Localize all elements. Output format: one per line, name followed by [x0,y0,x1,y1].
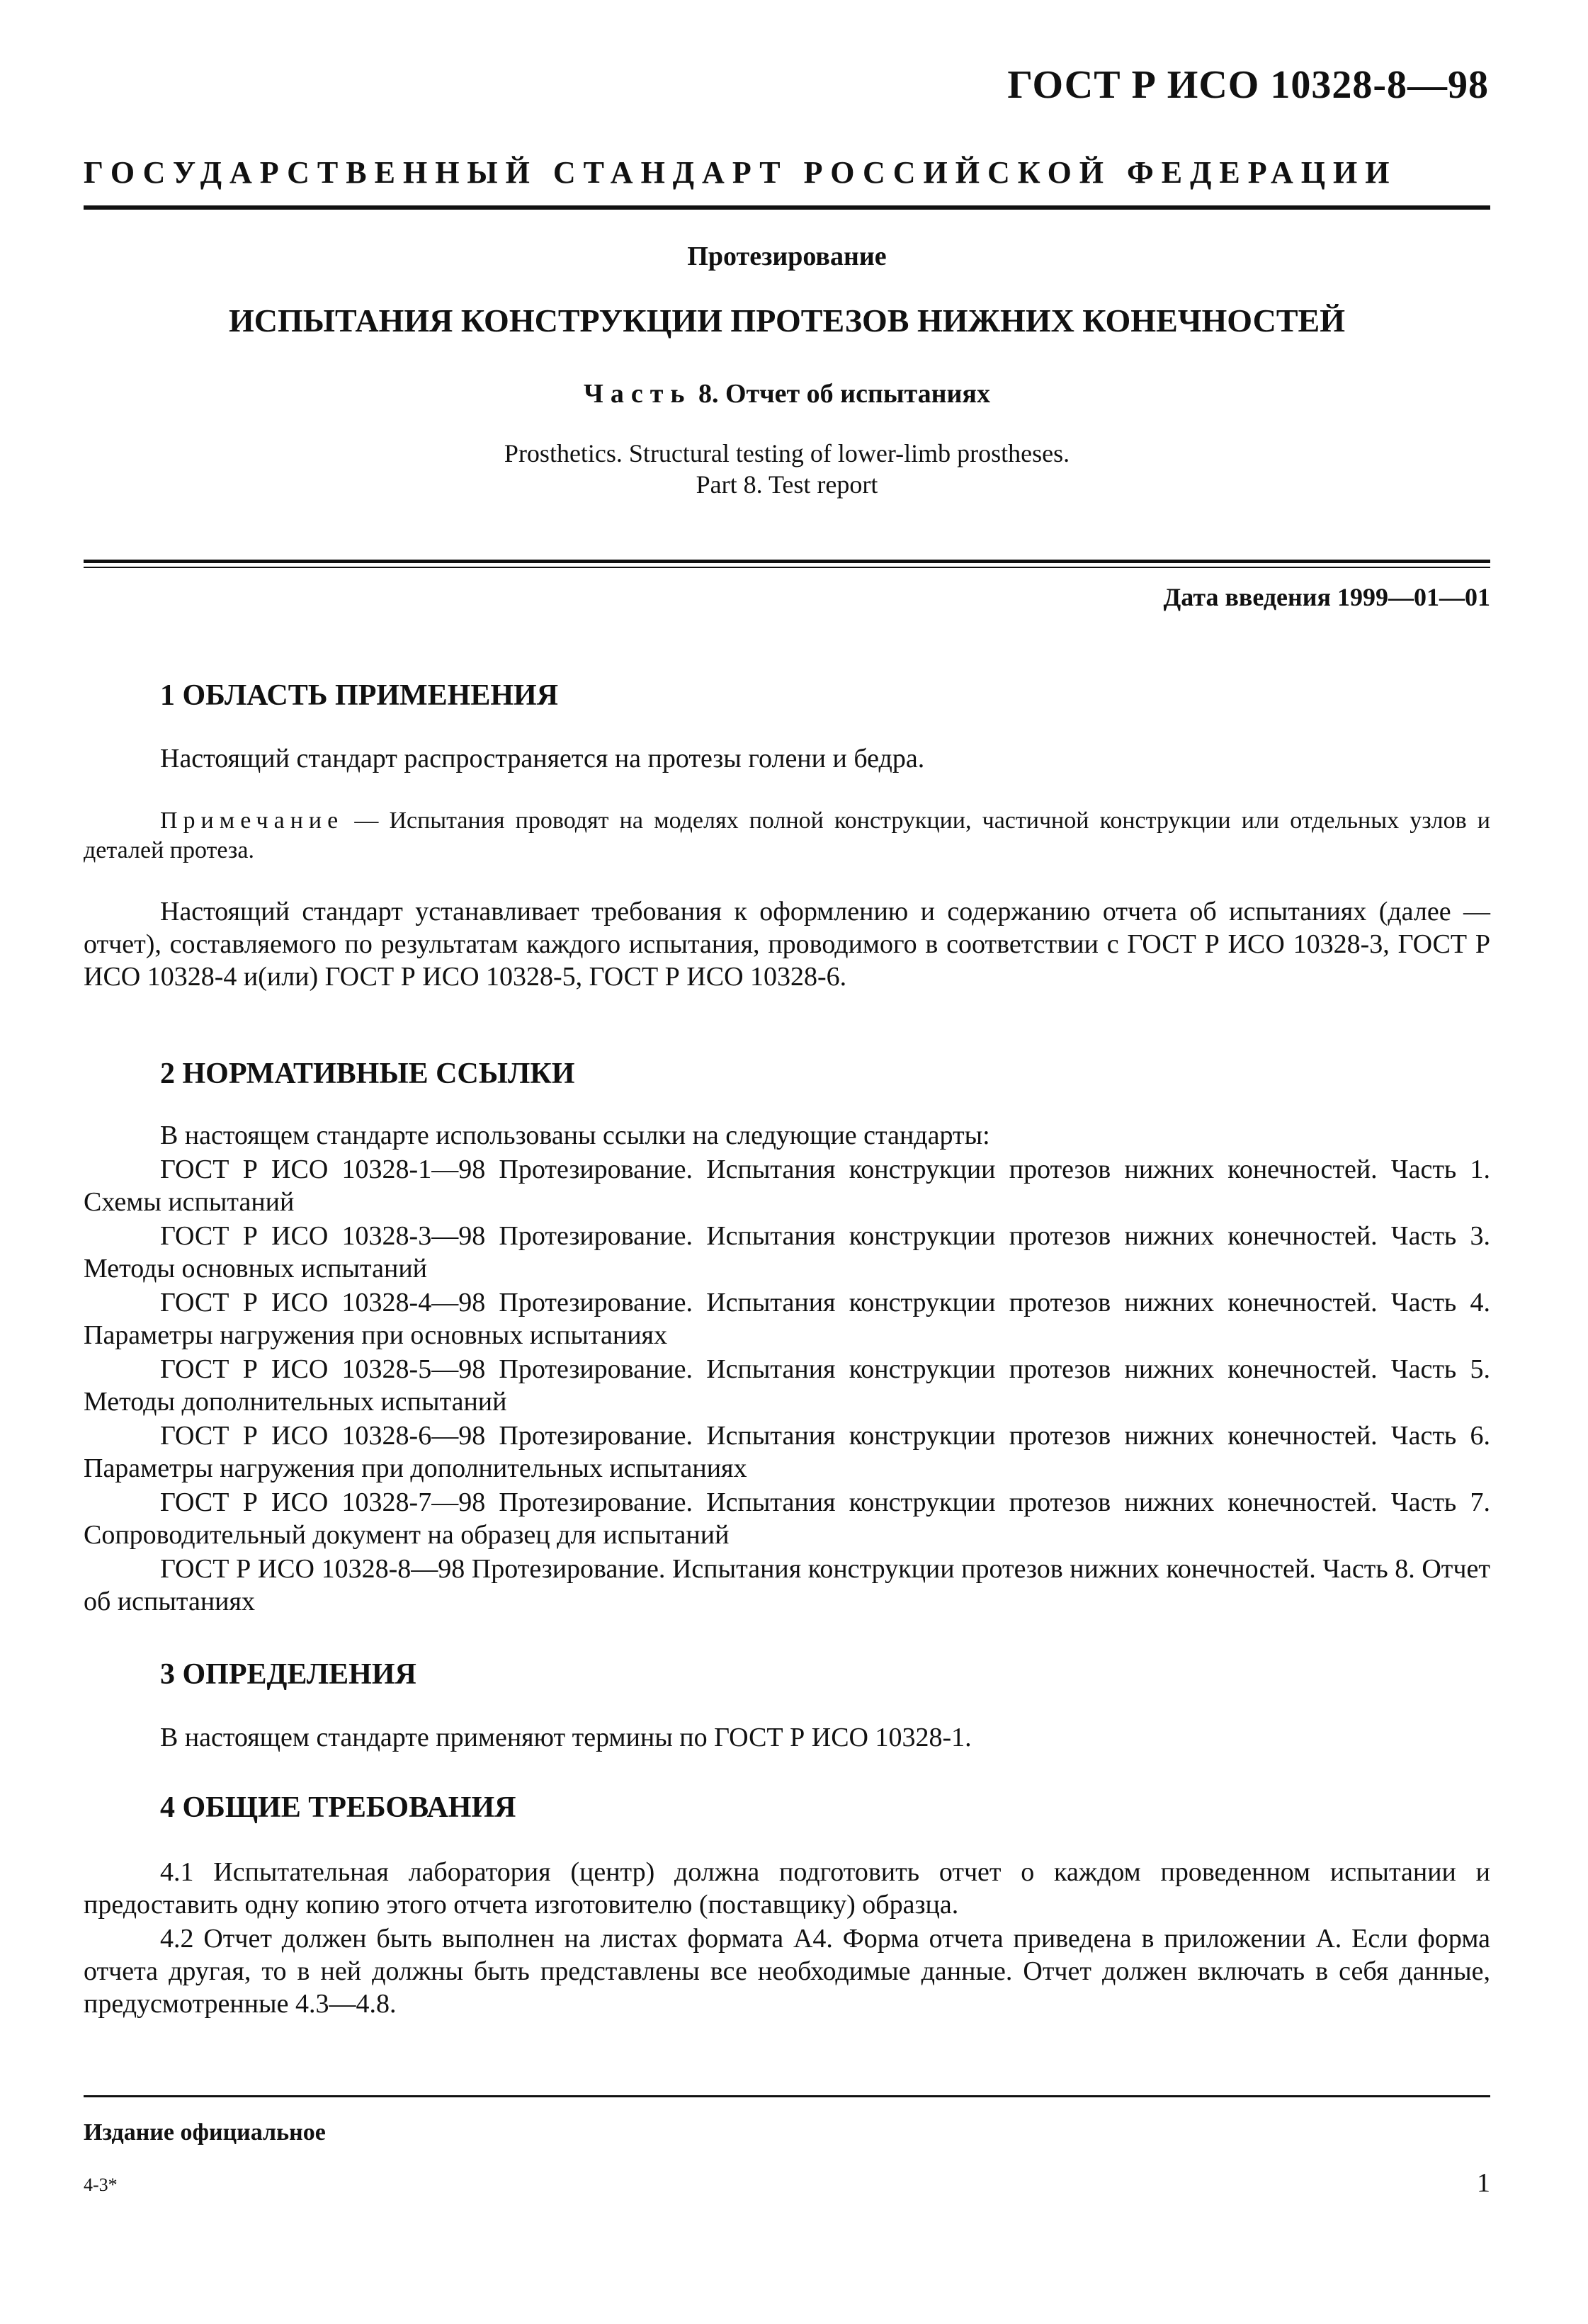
normative-reference: ГОСТ Р ИСО 10328-1—98 Протезирование. Испытания конструкции протезов нижних конечностей. Часть 1. Схемы испытаний [84,1155,1490,1217]
section-1-note [84,806,1490,866]
title-english-line1: Prosthetics. Structural testing of lower-limb prostheses. [504,439,1070,467]
title-main: ИСПЫТАНИЯ КОНСТРУКЦИИ ПРОТЕЗОВ НИЖНИХ КОНЕЧНОСТЕЙ [229,302,1345,339]
title-rule-thick [84,560,1490,563]
print-code: 4-3* [84,2175,118,2195]
title-english-line2: Part 8. Test report [696,470,878,499]
title-part [84,378,1490,409]
title-rule-thin [84,567,1490,568]
title-english [84,438,1490,500]
normative-reference: ГОСТ Р ИСО 10328-8—98 Протезирование. Испытания конструкции протезов нижних конечностей. Часть 8. Отчет об испытаниях [84,1554,1490,1616]
section-2-intro: В настоящем стандарте использованы ссылки на следующие стандарты: [160,1121,990,1150]
section-4-paragraph-1: 4.1 Испытательная лаборатория (центр) должна подготовить отчет о каждом проведенном испытании и предоставить одну копию этого отчета изготовителю (поставщику) образца. [84,1857,1490,1920]
section-2-heading: 2 НОРМАТИВНЫЕ ССЫЛКИ [160,1058,575,1090]
header-rule [84,205,1490,210]
title-pre: Протезирование [687,242,887,271]
title-part-word: Часть [583,379,692,409]
page-number: 1 [1477,2168,1490,2198]
note-label: Примечание [160,807,344,834]
section-3-heading: 3 ОПРЕДЕЛЕНИЯ [160,1658,416,1691]
note-text: — Испытания проводят на моделях полной конструкции, частичной конструкции или отдельных узлов и деталей протеза. [84,807,1490,863]
section-1-heading: 1 ОБЛАСТЬ ПРИМЕНЕНИЯ [160,679,559,712]
title-part-rest: 8. Отчет об испытаниях [698,379,990,409]
gost-code: ГОСТ Р ИСО 10328-8—98 [1007,63,1489,107]
section-4-heading: 4 ОБЩИЕ ТРЕБОВАНИЯ [160,1791,516,1824]
normative-reference: ГОСТ Р ИСО 10328-5—98 Протезирование. Испытания конструкции протезов нижних конечностей. Часть 5. Методы дополнительных испытаний [84,1354,1490,1417]
section-1-paragraph-1: Настоящий стандарт распространяется на протезы голени и бедра. [160,744,925,773]
section-1-paragraph-2: Настоящий стандарт устанавливает требования к оформлению и содержанию отчета об испытаниях (далее — отчет), составляемого по результатам каждого испытания, проводимого в соответствии с ГОСТ Р ИСО 10328-3, ГОСТ Р ИСО 10328-4 и(или) ГОСТ Р ИСО 10328-5, ГОСТ Р ИСО 10328-6. [84,897,1490,992]
edition-label: Издание официальное [84,2119,326,2146]
normative-reference: ГОСТ Р ИСО 10328-7—98 Протезирование. Испытания конструкции протезов нижних конечностей. Часть 7. Сопроводительный документ на образец для испытаний [84,1487,1490,1550]
section-4-paragraph-2: 4.2 Отчет должен быть выполнен на листах формата А4. Форма отчета приведена в приложении А. Если форма отчета другая, то в ней должны быть представлены все необходимые данные. Отчет должен включать в себя данные, предусмотренные 4.3—4.8. [84,1924,1490,2019]
footer-rule [84,2095,1490,2097]
normative-reference: ГОСТ Р ИСО 10328-6—98 Протезирование. Испытания конструкции протезов нижних конечностей. Часть 6. Параметры нагружения при дополнительных испытаниях [84,1421,1490,1483]
normative-reference: ГОСТ Р ИСО 10328-4—98 Протезирование. Испытания конструкции протезов нижних конечностей. Часть 4. Параметры нагружения при основных испытаниях [84,1288,1490,1350]
state-standard-title: ГОСУДАРСТВЕННЫЙ СТАНДАРТ РОССИЙСКОЙ ФЕДЕРАЦИИ [84,155,1397,190]
section-3-paragraph-1: В настоящем стандарте применяют термины по ГОСТ Р ИСО 10328-1. [160,1723,972,1752]
introduction-date: Дата введения 1999—01—01 [1163,583,1490,611]
normative-reference: ГОСТ Р ИСО 10328-3—98 Протезирование. Испытания конструкции протезов нижних конечностей. Часть 3. Методы основных испытаний [84,1221,1490,1283]
